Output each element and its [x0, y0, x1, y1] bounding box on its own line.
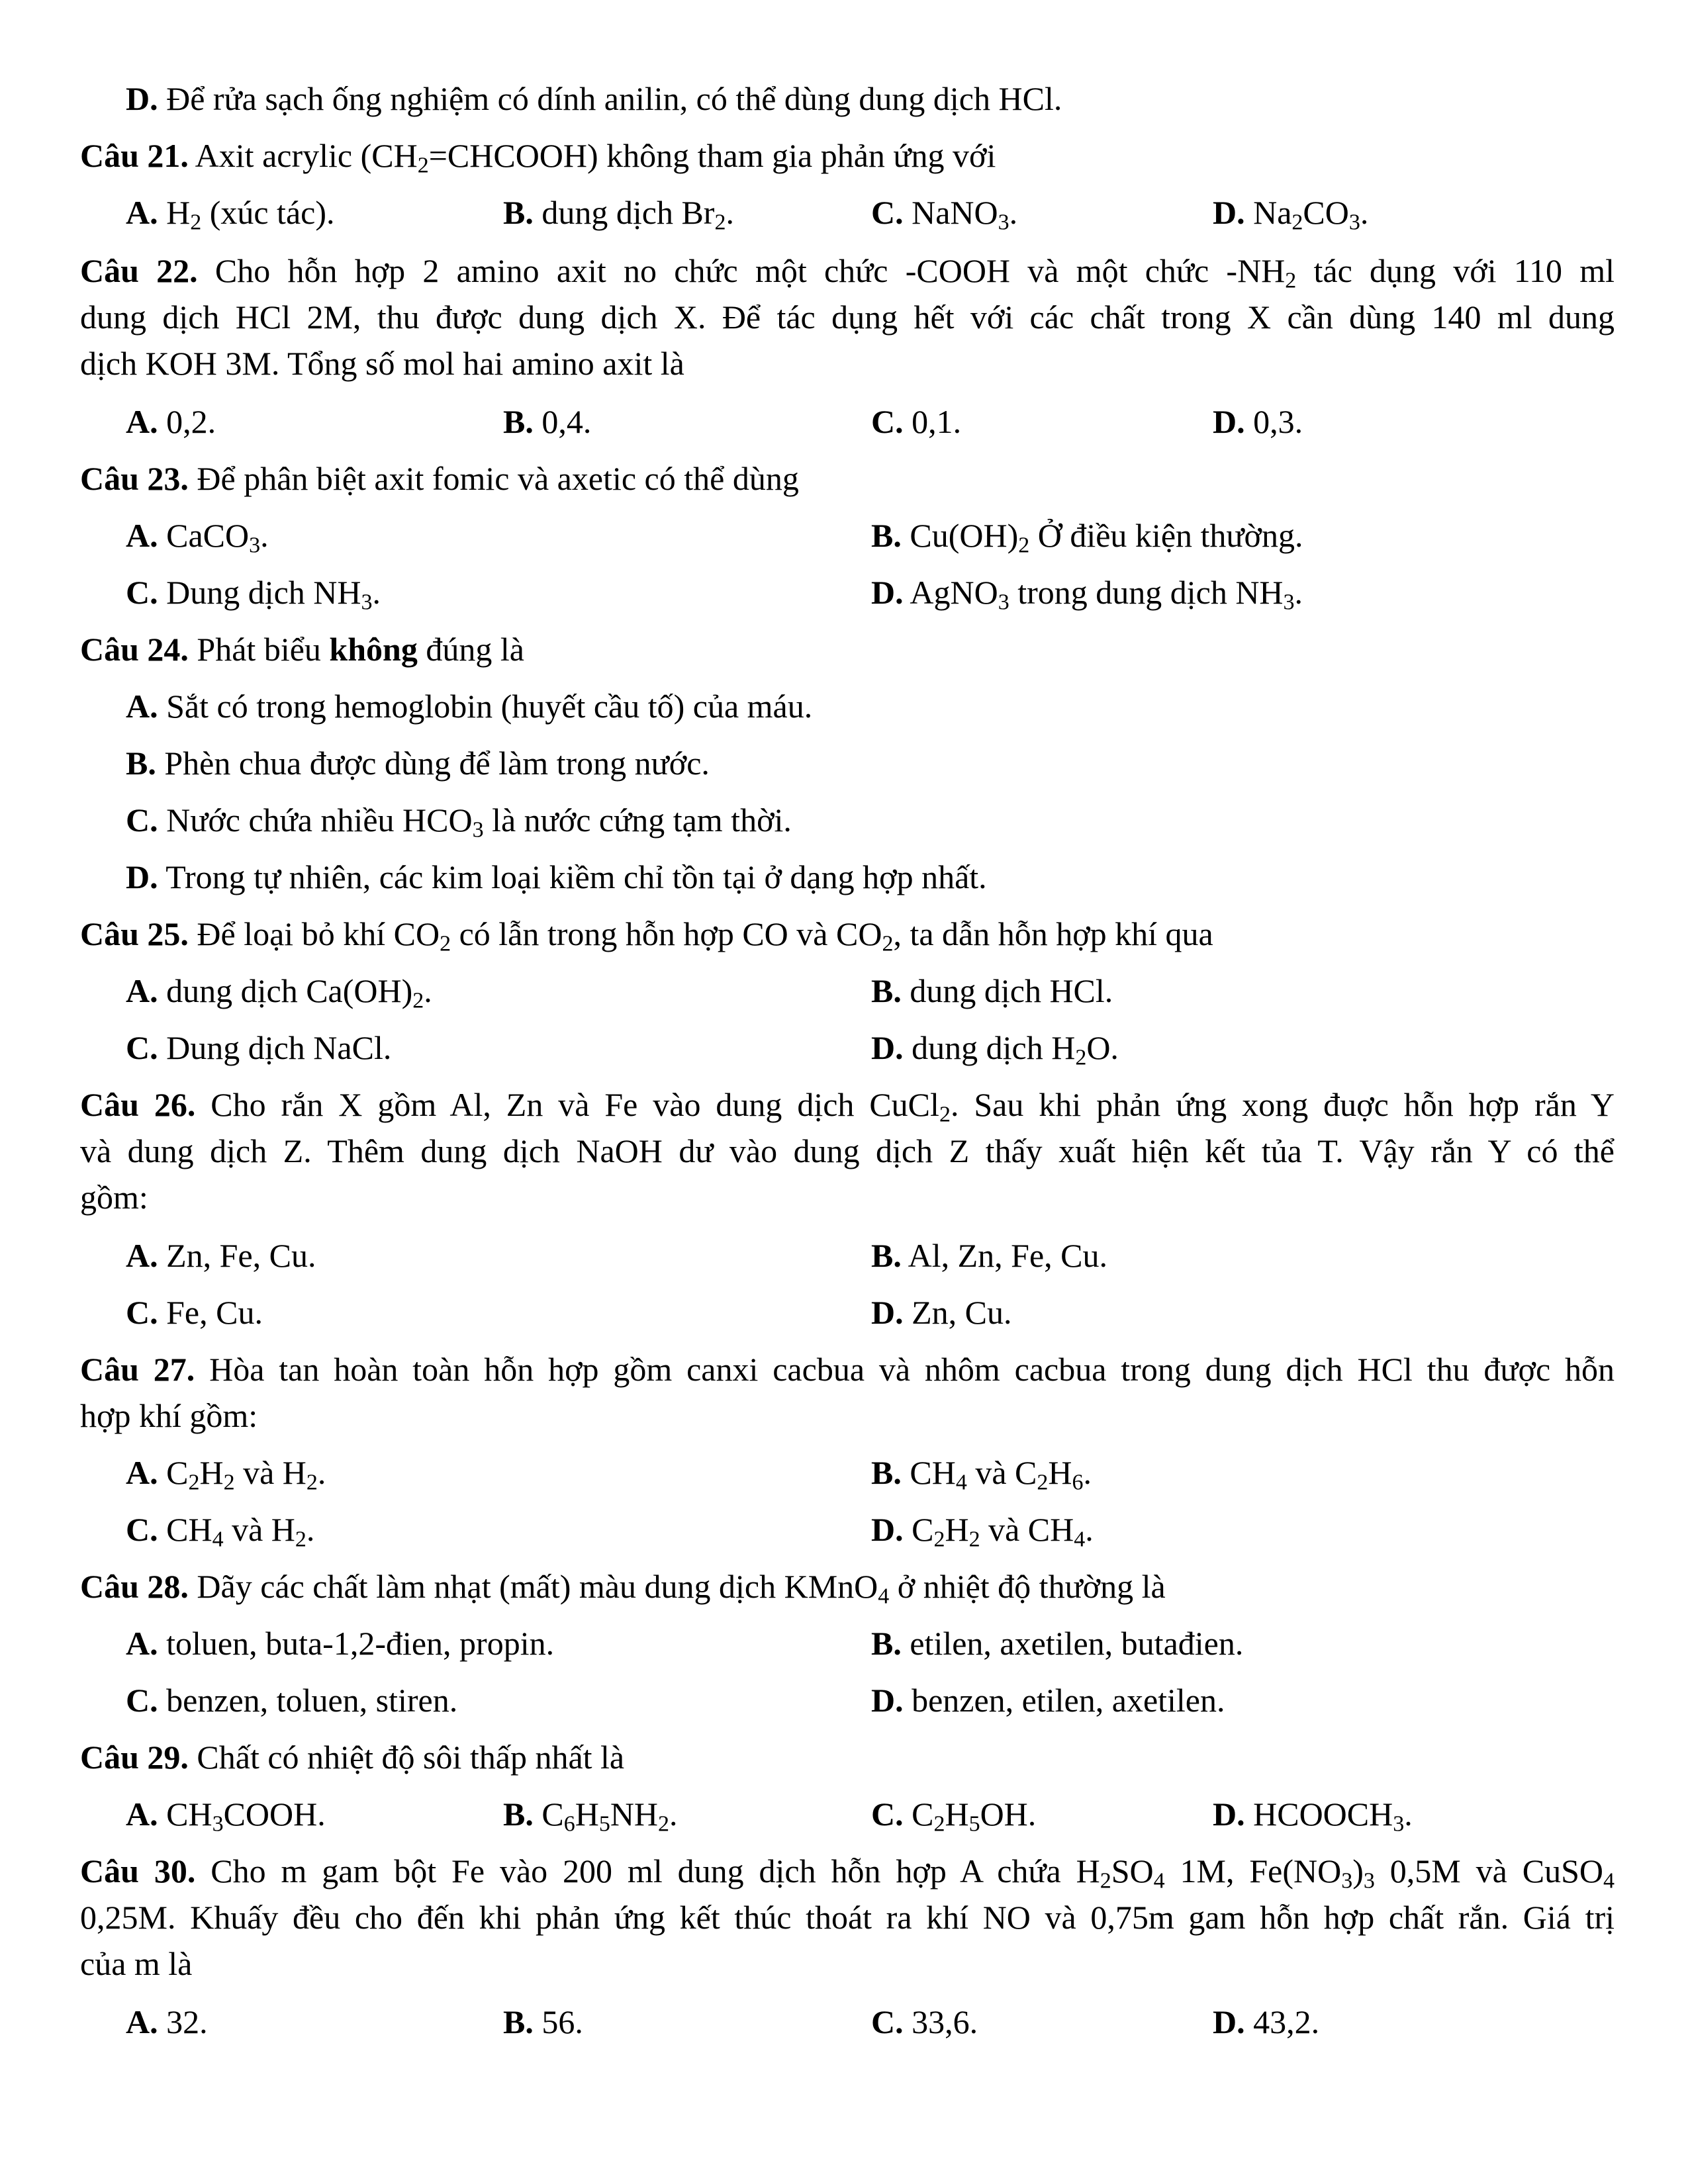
q22-option-a: A. 0,2. [126, 403, 216, 440]
q26-option-d: D. Zn, Cu. [871, 1294, 1012, 1331]
q27-option-d: D. $C_2H_2$ và $CH_4$. [871, 1511, 1094, 1552]
q25-option-a: A. dung dịch $Ca(OH)_2$. [126, 972, 432, 1013]
q22-stem-line-3: dịch KOH 3M. Tổng số mol hai amino axit là [80, 345, 684, 382]
q24-option-d: D. Trong tự nhiên, các kim loại kiềm chỉ tồn tại ở dạng hợp nhất. [126, 858, 987, 895]
q21-option-b: B. dung dịch $Br_2$. [503, 194, 734, 235]
q24-stem: Câu 24. Phát biểu không đúng là [80, 631, 524, 668]
q29-stem: Câu 29. Chất có nhiệt độ sôi thấp nhất là [80, 1739, 625, 1776]
q27-option-a: A. $C_2H_2$ và $H_2$. [126, 1454, 326, 1495]
q30-option-c: C. 33,6. [871, 2003, 978, 2040]
q27-stem-line-1: Câu 27. Hòa tan hoàn toàn hỗn hợp gồm canxi cacbua và nhôm cacbua trong dung dịch HCl thu được hỗn [80, 1351, 1615, 1388]
q28-option-b: B. etilen, axetilen, butađien. [871, 1625, 1244, 1662]
q25-option-c: C. Dung dịch NaCl. [126, 1029, 392, 1066]
q25-option-b: B. dung dịch HCl. [871, 972, 1113, 1009]
q21-option-a: A. $H_2$ (xúc tác). [126, 194, 335, 235]
q26-stem-line-1: Câu 26. Cho rắn X gồm Al, Zn và Fe vào dung dịch CuCl$_2$. Sau khi phản ứng xong đuợc hỗn hợp rắn Y [80, 1086, 1615, 1127]
q30-option-b: B. 56. [503, 2003, 583, 2040]
q22-option-d: D. 0,3. [1213, 403, 1303, 440]
q24-option-a: A. Sắt có trong hemoglobin (huyết cầu tố) của máu. [126, 688, 813, 725]
q25-stem: Câu 25. Để loại bỏ khí $CO_2$ có lẫn trong hỗn hợp CO và $CO_2$, ta dẫn hỗn hợp khí qua [80, 915, 1213, 956]
q30-stem-line-3: của m là [80, 1945, 193, 1982]
q26-stem-line-2: và dung dịch Z. Thêm dung dịch NaOH dư vào dung dịch Z thấy xuất hiện kết tủa T. Vậy rắn Y có thể [80, 1132, 1615, 1169]
q21-option-d: D. $Na_2CO_3$. [1213, 194, 1369, 235]
q23-option-b: B. $Cu(OH)_2$ Ở điều kiện thường. [871, 517, 1303, 558]
q23-option-d: D. AgNO$_3$ trong dung dịch $NH_3$. [871, 574, 1303, 615]
q29-option-c: C. $C_2H_5OH$. [871, 1796, 1037, 1837]
q23-option-a: A. CaCO$_3$. [126, 517, 269, 558]
q28-stem: Câu 28. Dãy các chất làm nhạt (mất) màu dung dịch KMnO$_4$ ở nhiệt độ thường là [80, 1568, 1166, 1609]
q29-option-a: A. $CH_3COOH$. [126, 1796, 326, 1837]
q30-stem-line-2: 0,25M. Khuấy đều cho đến khi phản ứng kết thúc thoát ra khí NO và 0,75m gam hỗn hợp chất rắn. Giá trị [80, 1899, 1615, 1936]
q22-option-b: B. 0,4. [503, 403, 592, 440]
q25-option-d: D. dung dịch $H_2O$. [871, 1029, 1119, 1070]
q22-stem-line-1: Câu 22. Cho hỗn hợp 2 amino axit no chức một chức -COOH và một chức $-NH_2$ tác dụng với 110 ml [80, 252, 1615, 293]
q23-option-c: C. Dung dịch $NH_3$. [126, 574, 381, 615]
q30-option-d: D. 43,2. [1213, 2003, 1320, 2040]
q24-option-b: B. Phèn chua được dùng để làm trong nước. [126, 745, 710, 782]
q24-option-c: C. Nước chứa nhiều $HCO_3$ là nước cứng tạm thời. [126, 801, 792, 842]
q30-option-a: A. 32. [126, 2003, 208, 2040]
q29-option-b: B. $C_6H_5NH_2$. [503, 1796, 678, 1837]
q30-stem-line-1: Câu 30. Cho m gam bột Fe vào 200 ml dung dịch hỗn hợp A chứa $H_2SO_4$ 1M, $Fe(NO_3)_3$ 0,5M và CuSO$_4$ [80, 1852, 1615, 1893]
q21-stem: Câu 21. Axit acrylic $(CH_2=CHCOOH)$ không tham gia phản ứng với [80, 137, 996, 178]
q22-stem-line-2: dung dịch HCl 2M, thu được dung dịch X. Để tác dụng hết với các chất trong X cần dùng 140 ml dung [80, 298, 1615, 336]
q22-option-c: C. 0,1. [871, 403, 962, 440]
q26-option-c: C. Fe, Cu. [126, 1294, 263, 1331]
q27-stem-line-2: hợp khí gồm: [80, 1397, 258, 1434]
q28-option-c: C. benzen, toluen, stiren. [126, 1682, 458, 1719]
q26-option-a: A. Zn, Fe, Cu. [126, 1237, 316, 1274]
q29-option-d: D. $HCOOCH_3$. [1213, 1796, 1413, 1837]
q26-stem-line-3: gồm: [80, 1179, 148, 1216]
q21-option-c: C. NaNO$_3$. [871, 194, 1018, 235]
q27-option-b: B. $CH_4$ và $C_2H_6$. [871, 1454, 1092, 1495]
q23-stem: Câu 23. Để phân biệt axit fomic và axetic có thể dùng [80, 460, 799, 497]
q27-option-c: C. $CH_4$ và $H_2$. [126, 1511, 315, 1552]
q28-option-d: D. benzen, etilen, axetilen. [871, 1682, 1225, 1719]
q28-option-a: A. toluen, buta-1,2-đien, propin. [126, 1625, 555, 1662]
q20-option-d: D. Để rửa sạch ống nghiệm có dính anilin, có thể dùng dung dịch HCl. [126, 80, 1062, 117]
q26-option-b: B. Al, Zn, Fe, Cu. [871, 1237, 1108, 1274]
